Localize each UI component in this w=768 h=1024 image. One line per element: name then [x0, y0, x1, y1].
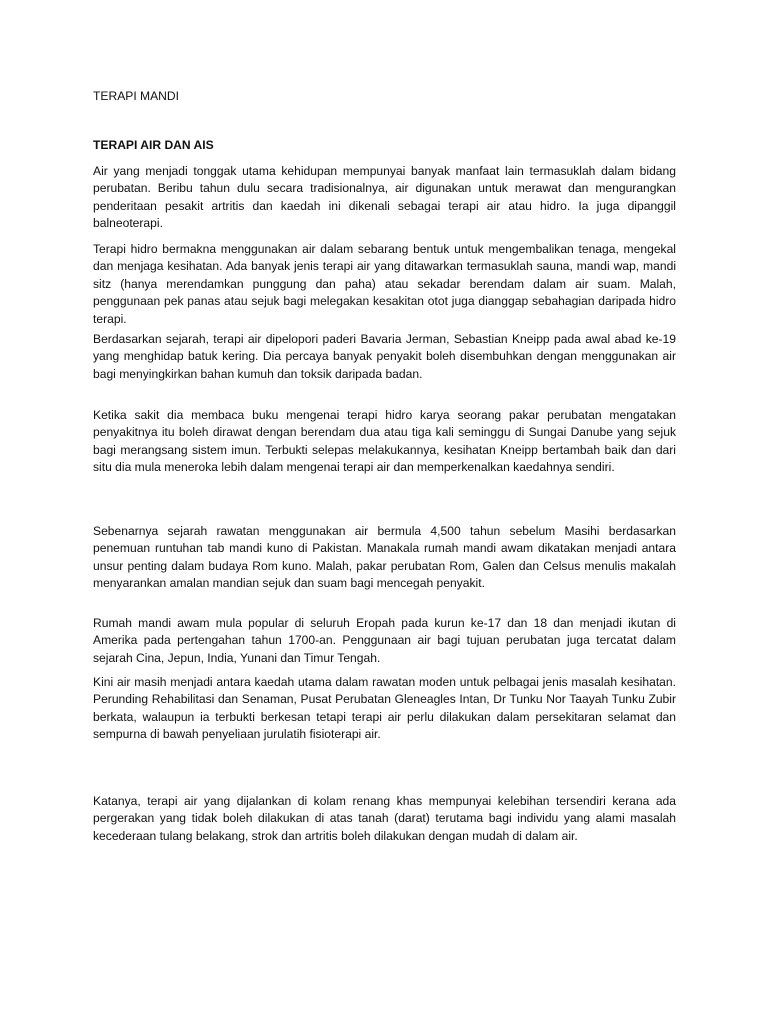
paragraph-2: Terapi hidro bermakna menggunakan air dalam sebarang bentuk untuk mengembalikan tenaga, mengekal dan menjaga kesihatan. Ada banyak jenis terapi air yang ditawarkan termasuklah sauna, mandi wap, mandi sitz (hanya merendamkan punggung dan paha) atau sekadar berendam dalam air suam. Malah, penggunaan pek panas atau sejuk bagi melegakan kesakitan otot juga dianggap sebahagian daripada hidro terapi. [93, 242, 676, 326]
document-page [93, 0, 676, 1024]
paragraph-1: Air yang menjadi tonggak utama kehidupan mempunyai banyak manfaat lain termasuklah dalam bidang perubatan. Beribu tahun dulu secara tradisionalnya, air digunakan untuk merawat dan mengurangkan penderitaan pesakit artritis dan kaedah ini dikenali sebagai terapi air atau hidro. Ia juga dipanggil balneoterapi. [93, 164, 676, 231]
paragraph-6: Rumah mandi awam mula popular di seluruh Eropah pada kurun ke-17 dan 18 dan menjadi ikutan di Amerika pada pertengahan tahun 1700-an. Penggunaan air bagi tujuan perubatan juga tercatat dalam sejarah Cina, Jepun, India, Yunani dan Timur Tengah. [93, 616, 676, 665]
paragraph-7: Kini air masih menjadi antara kaedah utama dalam rawatan moden untuk pelbagai jenis masalah kesihatan. Perunding Rehabilitasi dan Senaman, Pusat Perubatan Gleneagles Intan, Dr Tunku Nor Taayah Tunku Zubir berkata, walaupun ia terbukti berkesan tetapi terapi air perlu dilakukan dalam persekitaran selamat dan sempurna di bawah penyeliaan jurulatih fisioterapi air. [93, 675, 676, 742]
document-title: TERAPI MANDI [93, 89, 180, 103]
section-heading: TERAPI AIR DAN AIS [93, 138, 214, 152]
paragraph-5: Sebenarnya sejarah rawatan menggunakan air bermula 4,500 tahun sebelum Masihi berdasarkan penemuan runtuhan tab mandi kuno di Pakistan. Manakala rumah mandi awam dikatakan menjadi antara unsur penting dalam budaya Rom kuno. Malah, pakar perubatan Rom, Galen dan Celsus menulis makalah menyarankan amalan mandian sejuk dan suam bagi mencegah penyakit. [93, 524, 676, 591]
paragraph-8: Katanya, terapi air yang dijalankan di kolam renang khas mempunyai kelebihan tersendiri kerana ada pergerakan yang tidak boleh dilakukan di atas tanah (darat) terutama bagi individu yang alami masalah kecederaan tulang belakang, strok dan artritis boleh dilakukan dengan mudah di dalam air. [93, 794, 676, 843]
paragraph-4: Ketika sakit dia membaca buku mengenai terapi hidro karya seorang pakar perubatan mengatakan penyakitnya itu boleh dirawat dengan berendam dua atau tiga kali seminggu di Sungai Danube yang sejuk bagi merangsang sistem imun. Terbukti selepas melakukannya, kesihatan Kneipp bertambah baik dan dari situ dia mula meneroka lebih dalam mengenai terapi air dan memperkenalkan kaedahnya sendiri. [93, 408, 676, 475]
paragraph-3: Berdasarkan sejarah, terapi air dipelopori paderi Bavaria Jerman, Sebastian Kneipp pada awal abad ke-19 yang menghidap batuk kering. Dia percaya banyak penyakit boleh disembuhkan dengan menggunakan air bagi menyingkirkan bahan kumuh dan toksik daripada badan. [93, 332, 676, 381]
